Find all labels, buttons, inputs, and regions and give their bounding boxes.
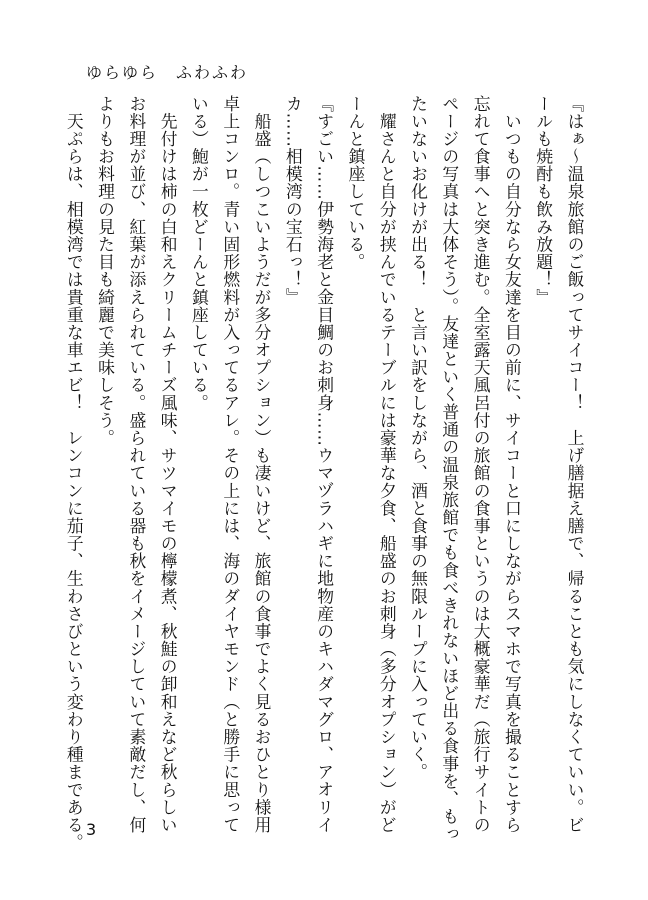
text-line: 船盛（しつこいようだが多分オプション）も凄いけど、旅館の食事でよく見るおひとり様用 [252, 95, 273, 834]
text-line: ーんと鎮座している。 [345, 95, 366, 271]
text-line: よりもお料理の見た目も綺麗で美味しそう。 [95, 95, 116, 447]
text-line: お料理が並び、紅葉が添えられている。盛られている器も秋をイメージしていて素敵だし、何 [126, 95, 147, 834]
text-line: 先付けは柿の白和えクリームチーズ風味、サツマイモの檸檬煮、秋鮭の卸和えなど秋らしい [158, 95, 179, 834]
text-line: 『すごい……伊勢海老と金目鯛のお刺身……ウマヅラハギに地物産のキハダマグロ、アオリイ [314, 95, 335, 834]
text-line: 天ぷらは、相模湾では貴重な車エビ！ レンコンに茄子、生わさびという変わり種まである。 [64, 95, 85, 852]
text-line: 耀さんと自分が挟んでいるテーブルには豪華な夕食、船盛のお刺身（多分オプション）がど [377, 95, 398, 834]
page-number: 3 [86, 820, 97, 839]
text-line: 卓上コンロ。青い固形燃料が入ってるアレ。その上には、海のダイヤモンド（と勝手に思って [220, 95, 241, 834]
text-line: ールも焼酎も飲み放題！』 [533, 95, 554, 307]
text-line: いつもの自分なら女友達を目の前に、サイコーと口にしながらスマホで写真を撮ることすら [502, 95, 523, 834]
text-line: カ……相模湾の宝石っ！』 [283, 95, 304, 307]
text-line: 忘れて食事へと突き進む。全室露天風呂付の旅館の食事というのは大概豪華だ（旅行サイトの [471, 95, 492, 834]
text-line: ページの写真は大体そう）。友達といく普通の温泉旅館でも食べきれないほど出る食事を、もっ [439, 95, 460, 843]
text-line: たいないお化けが出る！ と言い訳をしながら、酒と食事の無限ループに入っていく。 [408, 95, 429, 782]
text-line: 『はぁ～温泉旅館のご飯ってサイコー！ 上げ膳据え膳で、帰ることも気にしなくていい。ビ [565, 95, 585, 834]
text-line: いる）鮑が一枚どーんと鎮座している。 [189, 95, 210, 412]
running-header: ゆらゆら ふわふわ [86, 63, 249, 82]
body-text [64, 95, 590, 855]
